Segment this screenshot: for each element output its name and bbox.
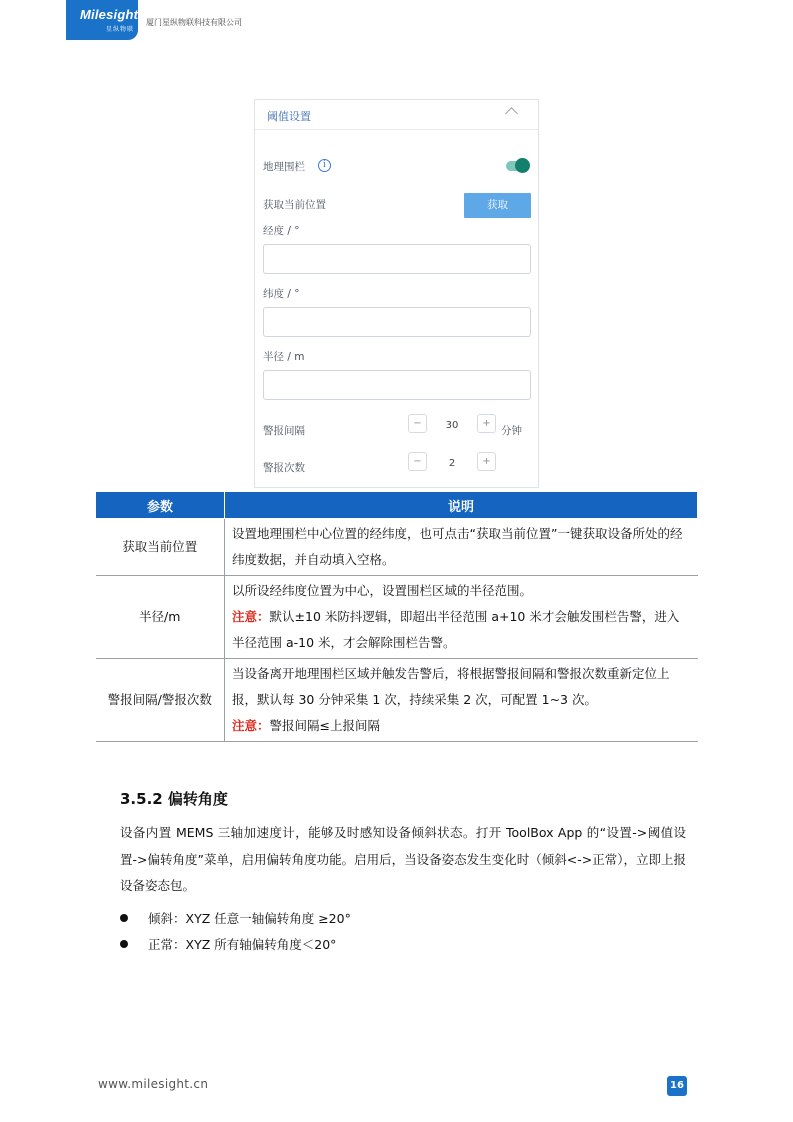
alarm-count-decrement-button[interactable]: − (408, 452, 427, 471)
section-paragraph: 设备内置 MEMS 三轴加速度计，能够及时感知设备倾斜状态。打开 ToolBox App 的“设置->阈值设置->偏转角度”菜单，启用偏转角度功能。启用后，当设备姿态发生变化时（倾斜<->正常），立即上报设备姿态包。 (120, 825, 686, 893)
radius-input[interactable] (263, 370, 531, 400)
table-cell-desc (225, 659, 698, 742)
alarm-count-value[interactable]: 2 (448, 458, 456, 469)
table-header-desc: 说明 (225, 492, 698, 519)
panel-title: 阈值设置 (267, 110, 311, 123)
bullet-dot-icon (120, 940, 128, 948)
note-label: 注意： (232, 718, 270, 733)
longitude-label: 经度 / ° (263, 225, 300, 237)
table-header-row (96, 492, 698, 519)
get-location-label: 获取当前位置 (263, 199, 326, 211)
threshold-settings-panel (254, 99, 539, 488)
table-desc-text: 以所设经纬度位置为中心，设置围栏区域的半径范围。 (232, 583, 533, 598)
alarm-count-increment-button[interactable]: + (477, 452, 496, 471)
radius-label: 半径 / m (263, 351, 305, 363)
company-name: 厦门星纵物联科技有限公司 (146, 18, 242, 27)
parameter-table (95, 491, 698, 742)
section-heading: 3.5.2 偏转角度 (120, 790, 228, 808)
alarm-interval-label: 警报间隔 (263, 425, 305, 437)
footer-url: www.milesight.cn (98, 1077, 209, 1091)
alarm-interval-decrement-button[interactable]: − (408, 414, 427, 433)
brand-logo (66, 0, 138, 40)
table-cell-param: 获取当前位置 (96, 519, 225, 576)
table-row (96, 659, 698, 742)
table-row (96, 576, 698, 659)
geofence-label: 地理围栏 (263, 161, 305, 173)
alarm-count-label: 警报次数 (263, 462, 305, 474)
note-text: 警报间隔≤上报间隔 (269, 718, 380, 733)
info-icon[interactable]: i (318, 159, 331, 172)
table-desc-text: 当设备离开地理围栏区域并触发告警后，将根据警报间隔和警报次数重新定位上报，默认每 30 分钟采集 1 次，持续采集 2 次，可配置 1~3 次。 (232, 666, 670, 707)
page-number: 16 (667, 1076, 687, 1096)
table-header-param: 参数 (96, 492, 225, 519)
panel-header[interactable] (255, 100, 538, 130)
table-cell-param: 半径/m (96, 576, 225, 659)
latitude-input[interactable] (263, 307, 531, 337)
bullet-text: 倾斜：XYZ 任意一轴偏转角度 ≥20° (148, 911, 351, 926)
note-text: 默认±10 米防抖逻辑，即超出半径范围 a+10 米才会触发围栏告警，进入半径范围 a-10 米，才会解除围栏告警。 (232, 609, 680, 650)
get-location-button[interactable]: 获取 (464, 193, 531, 218)
logo-subtext: 星纵物联 (106, 26, 135, 33)
bullet-dot-icon (120, 914, 128, 922)
toggle-knob (515, 158, 530, 173)
bullet-text: 正常：XYZ 所有轴偏转角度＜20° (148, 937, 337, 952)
geofence-toggle[interactable] (506, 161, 528, 171)
table-row (96, 519, 698, 576)
table-cell-param: 警报间隔/警报次数 (96, 659, 225, 742)
logo-text: Milesight (80, 7, 139, 22)
note-label: 注意： (232, 609, 270, 624)
chevron-up-icon[interactable] (505, 107, 518, 120)
alarm-interval-value[interactable]: 30 (445, 420, 459, 431)
latitude-label: 纬度 / ° (263, 288, 300, 300)
alarm-interval-increment-button[interactable]: + (477, 414, 496, 433)
longitude-input[interactable] (263, 244, 531, 274)
table-cell-desc (225, 576, 698, 659)
alarm-interval-unit: 分钟 (501, 425, 522, 437)
table-cell-desc: 设置地理围栏中心位置的经纬度，也可点击“获取当前位置”一键获取设备所处的经纬度数据，并自动填入空格。 (225, 519, 698, 576)
